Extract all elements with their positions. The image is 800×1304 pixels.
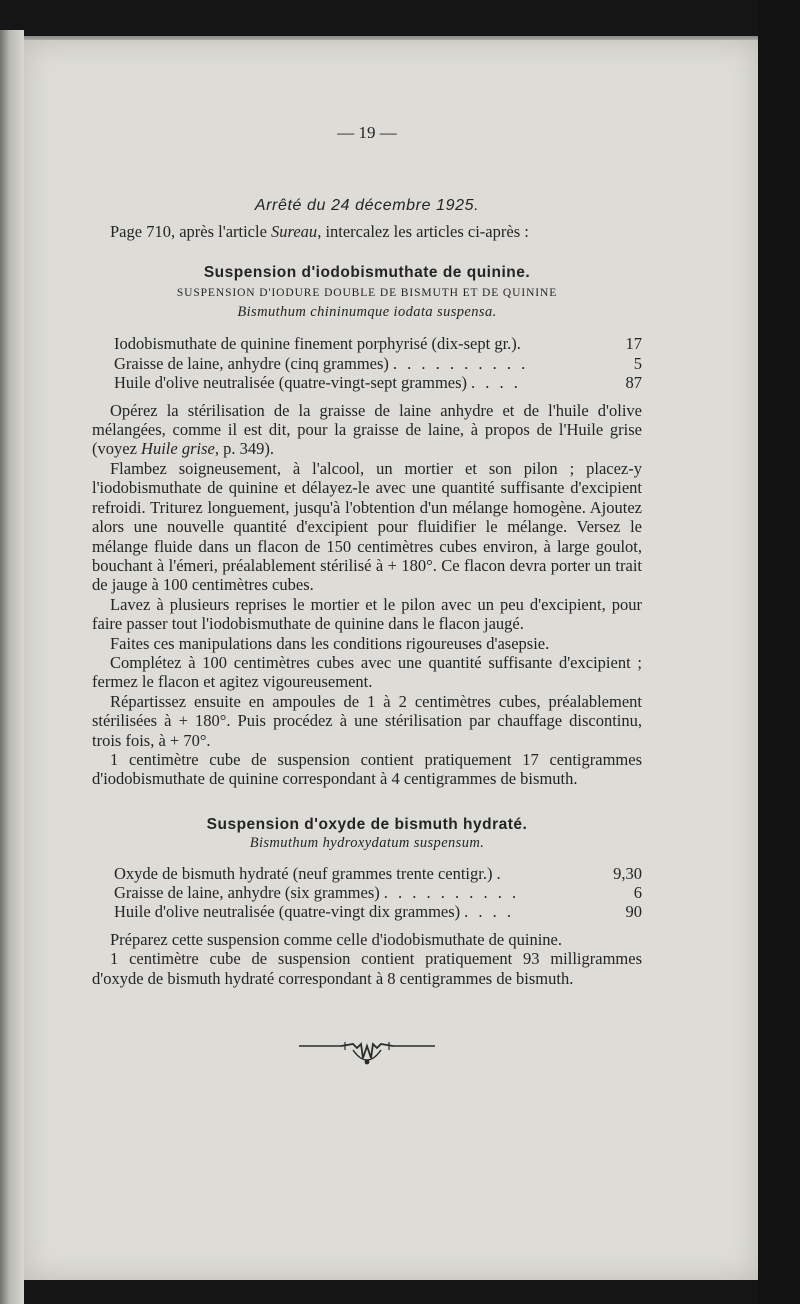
body-paragraph: Préparez cette suspension comme celle d'iodobismuthate de quinine.	[110, 929, 563, 949]
formula-dots: . . . .	[464, 902, 515, 922]
page-content	[92, 123, 642, 1076]
formula-item: Oxyde de bismuth hydraté (neuf grammes trente centigr.)	[114, 863, 493, 883]
formula-row	[114, 354, 642, 373]
paragraph-reference: Huile grise	[141, 439, 215, 459]
intro-paragraph	[92, 222, 642, 241]
formula-item: Huile d'olive neutralisée (quatre-vingt dix grammes)	[114, 902, 461, 922]
section1-latin-name: Bismuthum chininumque iodata suspensa.	[237, 304, 497, 321]
scan-background	[758, 0, 800, 1304]
body-paragraph: Flambez soigneusement, à l'alcool, un mortier et son pilon ; placez-y l'iodobismuthate de quinine et délayez-le avec une quantité suffisante d'excipient refroidi. Triturez longuement, jusqu'à l'obtention d'un mélange homogène. Ajoutez alors une nouvelle quantité d'excipient pour fluidifier le mélange. Versez le mélange fluide dans un flacon de 150 centimètres cubes environ, à large goulot, bouchant à l'émeri, préalablement stérilisé à + 180°. Ce flacon devra porter un trait de jauge à 100 centimètres cubes.	[92, 458, 642, 595]
body-paragraph: 1 centimètre cube de suspension contient pratiquement 17 centigrammes d'iodobismuthate de quinine correspondant à 4 centigrammes de bismuth.	[92, 749, 642, 789]
formula-quantity: 6	[633, 883, 642, 902]
formula-item: Huile d'olive neutralisée (quatre-vingt-sept grammes)	[114, 373, 468, 393]
intro-text-end: , intercalez les articles ci-après :	[317, 221, 529, 241]
formula-dots	[521, 334, 618, 353]
formula-row	[114, 864, 642, 883]
formula-row	[114, 902, 642, 921]
section1-subtitle: SUSPENSION D'IODURE DOUBLE DE BISMUTH ET DE QUININE	[176, 286, 558, 299]
formula-dots: . . . .	[471, 373, 521, 393]
decree-heading: Arrêté du 24 décembre 1925.	[254, 197, 480, 215]
section2-title: Suspension d'oxyde de bismuth hydraté.	[206, 815, 528, 833]
section1-title: Suspension d'iodobismuthate de quinine.	[203, 264, 531, 282]
formula-item: Graisse de laine, anhydre (cinq grammes)	[114, 353, 389, 373]
formula-quantity: 87	[625, 373, 642, 393]
formula-dots: . . . . . . . . . .	[392, 353, 529, 373]
page-number: — 19 —	[337, 123, 397, 142]
formula-item: Graisse de laine, anhydre (six grammes)	[114, 883, 380, 902]
paragraph-text-end: , p. 349).	[214, 439, 274, 459]
section2-formula	[114, 864, 642, 922]
formula-dots: .	[496, 863, 504, 883]
body-paragraph	[92, 401, 642, 459]
left-page-edge	[0, 30, 24, 1304]
body-paragraph: 1 centimètre cube de suspension contient pratiquement 93 milligrammes d'oxyde de bismuth hydraté correspondant à 8 centigrammes de bismuth.	[92, 949, 642, 988]
formula-quantity: 17	[625, 334, 642, 354]
section2-latin-name: Bismuthum hydroxydatum suspensum.	[249, 835, 485, 852]
formula-quantity: 5	[633, 353, 642, 373]
body-paragraph: Lavez à plusieurs reprises le mortier et le pilon avec un peu d'excipient, pour faire passer tout l'iodobismuthate de quinine dans le flacon jaugé.	[92, 594, 642, 634]
formula-row	[114, 883, 642, 902]
section1-formula	[114, 334, 642, 392]
body-paragraph: Complétez à 100 centimètres cubes avec une quantité suffisante d'excipient ; fermez le flacon et agitez vigoureusement.	[92, 652, 642, 692]
formula-item: Iodobismuthate de quinine finement porphyrisé (dix-sept gr.).	[114, 334, 521, 354]
formula-row	[114, 373, 642, 392]
body-paragraph: Faites ces manipulations dans les conditions rigoureuses d'asepsie.	[110, 633, 550, 653]
formula-quantity: 9,30	[613, 863, 642, 883]
paragraph-text: Opérez la stérilisation de la graisse de laine anhydre et de l'huile d'olive mélangées, comme il est dit, pour la graisse de laine, à propos de l'Huile grise (voyez	[92, 400, 642, 459]
formula-dots: . . . . . . . . . .	[383, 883, 520, 902]
intro-reference: Sureau	[271, 221, 318, 241]
formula-row	[114, 334, 642, 353]
fleuron-icon	[92, 1036, 642, 1076]
body-paragraph: Répartissez ensuite en ampoules de 1 à 2 centimètres cubes, préalablement stérilisées à + 180°. Puis procédez à une stérilisation par chauffage discontinu, trois fois, à + 70°.	[92, 691, 642, 750]
formula-quantity: 90	[625, 902, 642, 922]
intro-text: Page 710, après l'article	[110, 221, 272, 241]
